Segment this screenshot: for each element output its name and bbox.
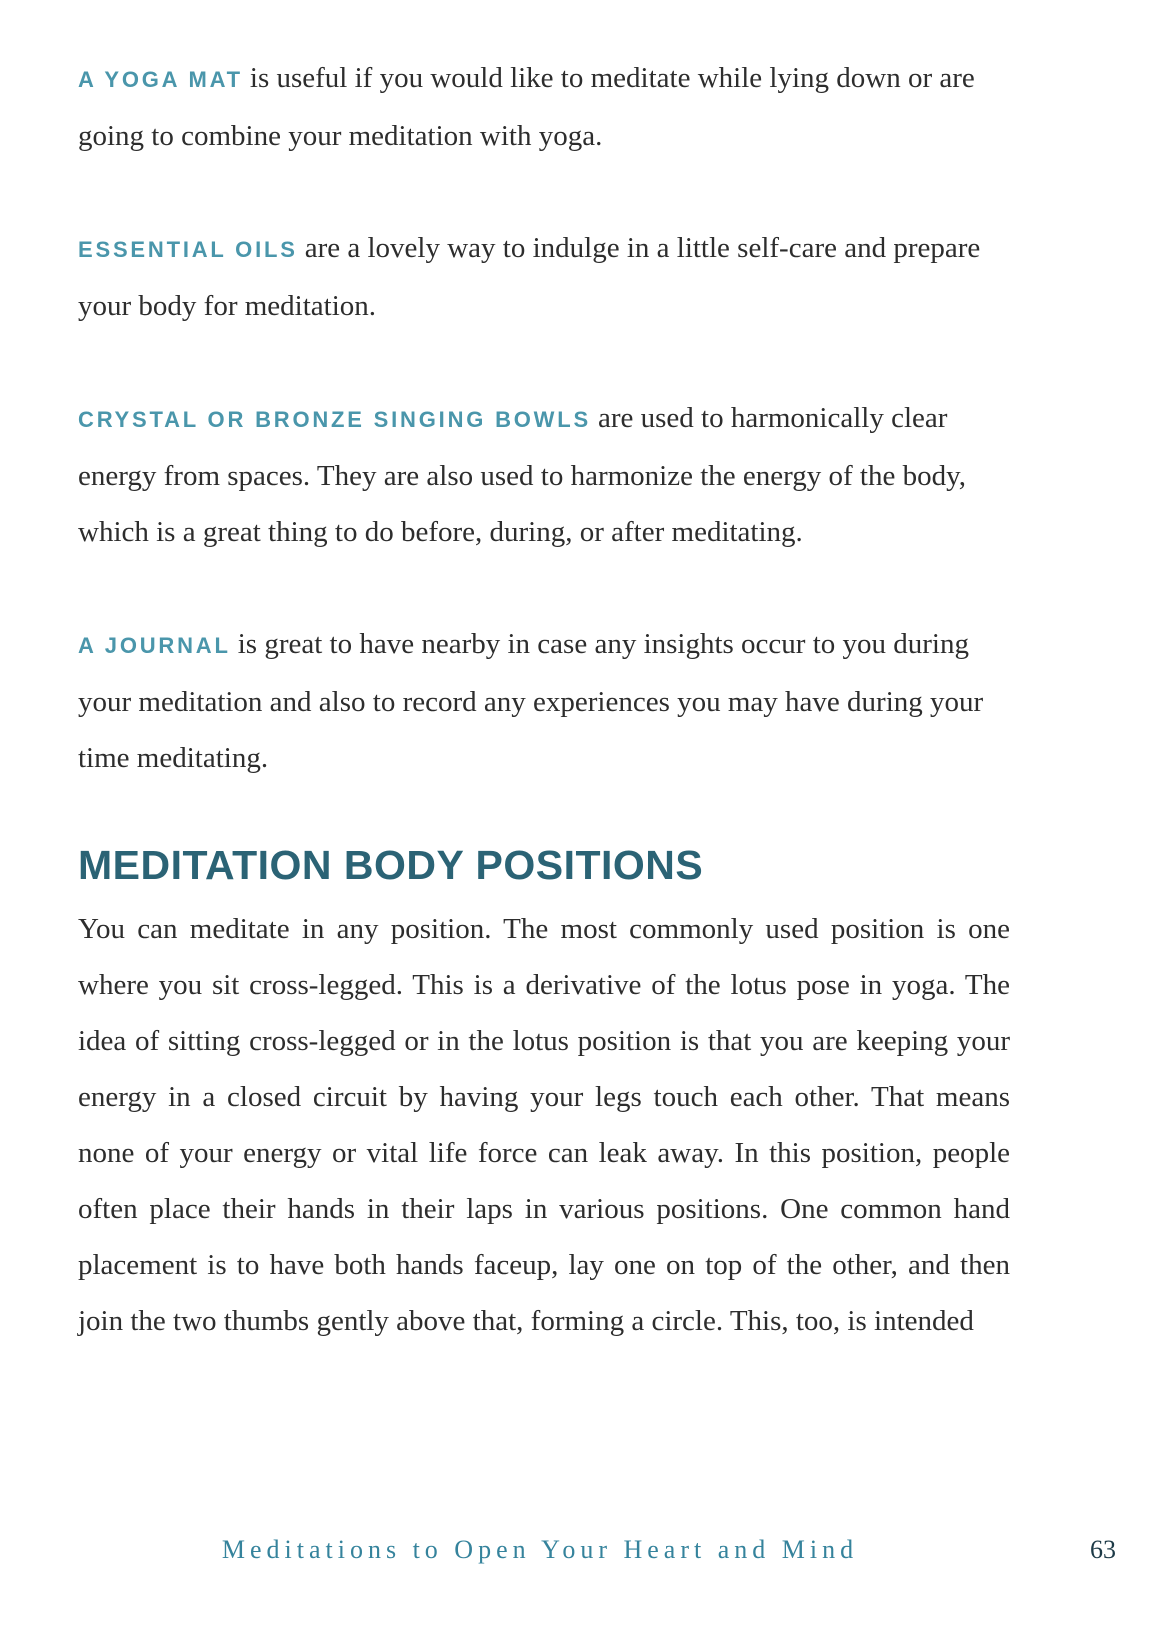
section-body-paragraph: You can meditate in any position. The most commonly used position is one where you sit cross-legged. This is a derivative of the lotus pose in yoga. The idea of sitting cross-legged or in the lotus position is that you are keeping your energy in a closed circuit by having your legs touch each other. That means none of your energy or vital life force can leak away. In this position, people often place their hands in their laps in various positions. One common hand placement is to have both hands faceup, lay one on top of the other, and then join the two thumbs gently above that, forming a circle. This, too, is intended: [78, 913, 1010, 1337]
tool-lead-yoga-mat: A YOGA MAT: [78, 67, 243, 92]
tool-paragraph-singing-bowls: [78, 390, 1010, 560]
tool-text-essential-oils: are a lovely way to indulge in a little self-care and prepare your body for meditation.: [78, 232, 981, 322]
tool-lead-journal: A JOURNAL: [78, 633, 231, 658]
page-footer: [0, 1535, 1176, 1575]
tool-paragraph-yoga-mat: [78, 50, 1010, 164]
tool-text-yoga-mat: is useful if you would like to meditate while lying down or are going to combine your meditation with yoga.: [78, 62, 975, 152]
tool-text-journal: is great to have nearby in case any insights occur to you during your meditation and also to record any experiences you may have during your time meditating.: [78, 628, 984, 774]
tool-lead-essential-oils: ESSENTIAL OILS: [78, 237, 298, 262]
tool-paragraph-essential-oils: [78, 220, 1010, 334]
section-heading: MEDITATION BODY POSITIONS: [78, 842, 704, 888]
tool-text-singing-bowls: are used to harmonically clear energy from spaces. They are also used to harmonize the energy of the body, which is a great thing to do before, during, or after meditating.: [78, 402, 966, 548]
tool-paragraph-journal: [78, 616, 1010, 786]
running-title: Meditations to Open Your Heart and Mind: [221, 1535, 859, 1564]
tool-lead-singing-bowls: CRYSTAL OR BRONZE SINGING BOWLS: [78, 407, 591, 432]
page-number: 63: [1090, 1535, 1116, 1564]
